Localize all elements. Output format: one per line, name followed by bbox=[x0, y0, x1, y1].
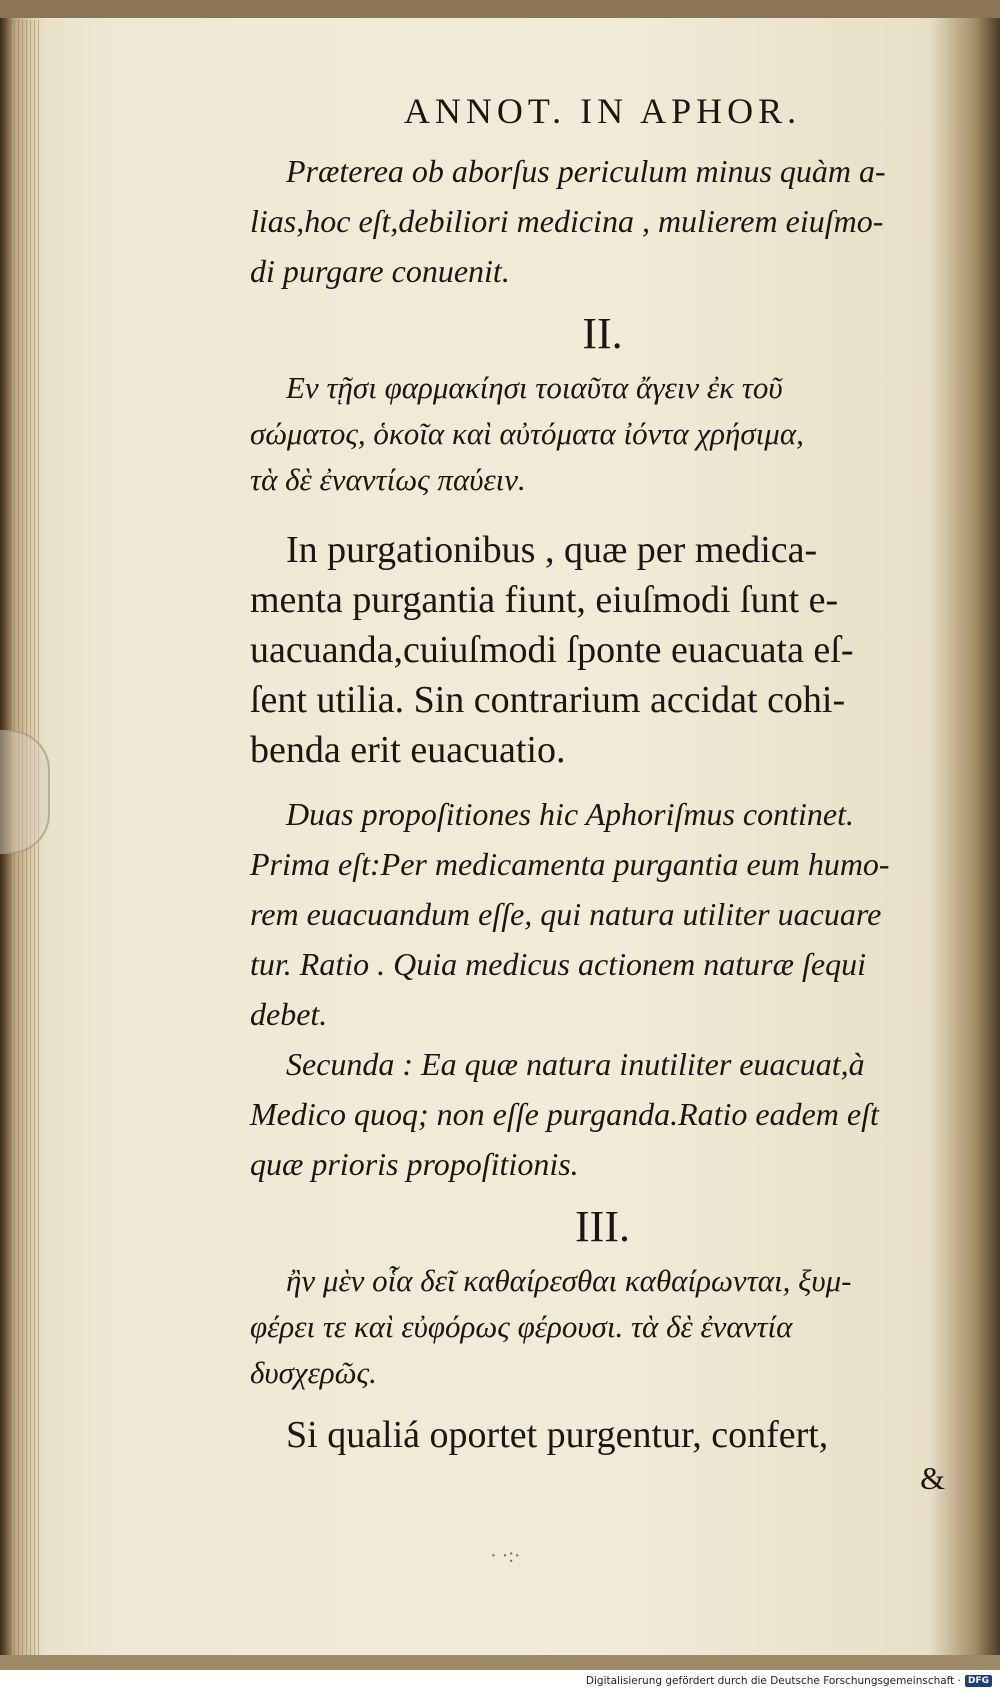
commentary-line: Prima eſt:Per medicamenta purgantia eum humo- bbox=[250, 846, 890, 882]
intro-paragraph bbox=[250, 146, 955, 296]
intro-line: Præterea ob aborſus periculum minus quàm a- bbox=[286, 153, 886, 189]
digitization-credit bbox=[586, 1671, 992, 1691]
greek-line: δυσχερῶς. bbox=[250, 1355, 377, 1390]
greek-aphorism-two bbox=[250, 365, 955, 503]
greek-line: ἢν μὲν οἷα δεῖ καθαίρεσθαι καθαίρωνται, ξυμ- bbox=[286, 1263, 852, 1298]
bottom-edge bbox=[0, 1655, 1000, 1670]
latin-aphorism-two bbox=[250, 525, 955, 775]
top-edge bbox=[0, 0, 1000, 18]
credit-text: Digitalisierung gefördert durch die Deutsche Forschungsgemeinschaft · bbox=[585, 1675, 961, 1687]
commentary-line: Secunda : Ea quæ natura inutiliter euacuat,à bbox=[286, 1046, 865, 1082]
commentary-line: rem euacuandum eſſe, qui natura utiliter uacuare bbox=[250, 896, 882, 932]
dfg-logo-icon: DFG bbox=[965, 1675, 992, 1687]
latin-line: uacuanda,cuiuſmodi ſponte euacuata eſ- bbox=[250, 629, 854, 671]
latin-line: In purgationibus , quæ per medica- bbox=[286, 529, 818, 571]
commentary-two-b bbox=[250, 1039, 955, 1189]
running-head: ANNOT. IN APHOR. bbox=[403, 91, 802, 131]
greek-line: φέρει τε καὶ εὐφόρως φέρουσι. τὰ δὲ ἐναντία bbox=[250, 1309, 793, 1344]
greek-line: Εν τῇσι φαρμακίησι τοιαῦτα ἄγειν ἐκ τοῦ bbox=[286, 370, 783, 405]
clip-tab bbox=[0, 730, 50, 854]
section-numeral-two: II. bbox=[582, 309, 623, 358]
latin-line: benda erit euacuatio. bbox=[250, 729, 566, 771]
ornament-dots: · ·:· bbox=[490, 1545, 521, 1567]
greek-line: σώματος, ὁκοῖα καὶ αὐτόματα ἰόντα χρήσιμα, bbox=[250, 416, 804, 451]
commentary-line: tur. Ratio . Quia medicus actionem naturæ ſequi bbox=[250, 946, 866, 982]
greek-aphorism-three bbox=[250, 1258, 955, 1396]
commentary-line: debet. bbox=[250, 996, 328, 1032]
latin-line: Si qualiá oportet purgentur, confert, bbox=[286, 1414, 829, 1456]
commentary-two-a bbox=[250, 789, 955, 1039]
latin-aphorism-three bbox=[250, 1410, 955, 1460]
latin-line: ſent utilia. Sin contrarium accidat cohi- bbox=[250, 679, 846, 721]
intro-line: di purgare conuenit. bbox=[250, 253, 510, 289]
intro-line: lias,hoc eſt,debiliori medicina , mulierem eiuſmo- bbox=[250, 203, 884, 239]
section-numeral-three: III. bbox=[575, 1202, 630, 1251]
latin-line: menta purgantia fiunt, eiuſmodi ſunt e- bbox=[250, 579, 839, 621]
commentary-line: Medico quoq; non eſſe purganda.Ratio eadem eſt bbox=[250, 1096, 879, 1132]
greek-line: τὰ δὲ ἐναντίως παύειν. bbox=[250, 462, 526, 497]
commentary-line: quæ prioris propoſitionis. bbox=[250, 1146, 579, 1182]
commentary-line: Duas propoſitiones hic Aphoriſmus continet. bbox=[286, 796, 854, 832]
page-text-block bbox=[250, 80, 955, 1497]
catchword: & bbox=[920, 1460, 945, 1496]
